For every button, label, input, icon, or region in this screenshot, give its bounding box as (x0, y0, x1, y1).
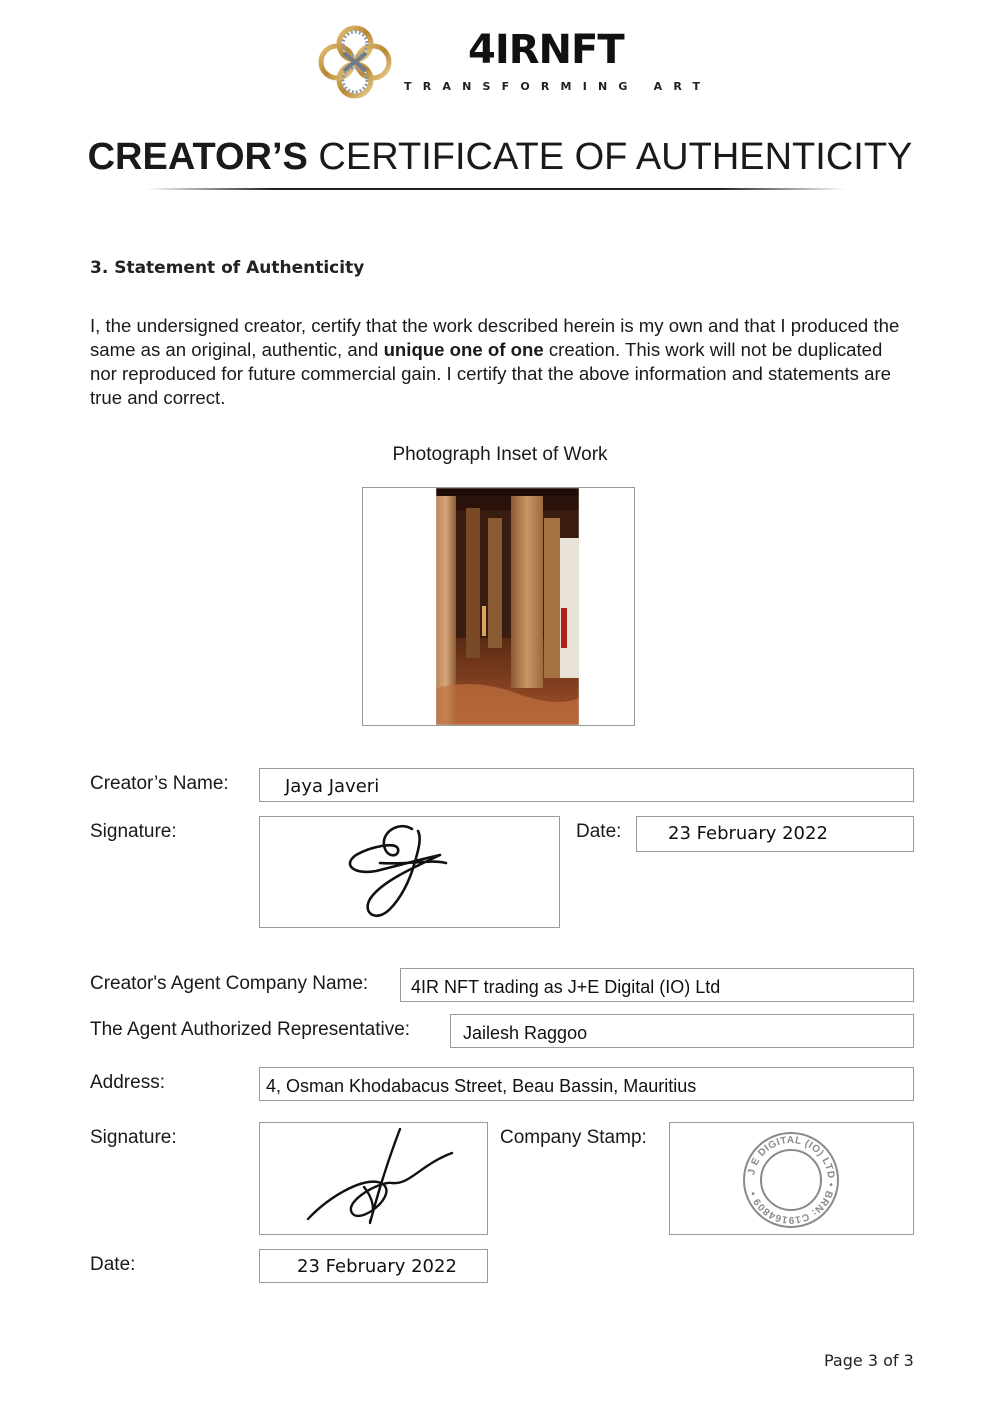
company-stamp-label: Company Stamp: (500, 1127, 647, 1148)
creator-date-field (636, 816, 914, 852)
photo-frame (362, 487, 635, 726)
statement-emphasis: unique one of one (383, 339, 544, 360)
statement-paragraph (90, 314, 900, 410)
artwork-image (436, 488, 579, 725)
page-number: Page 3 of 3 (824, 1351, 914, 1370)
agent-rep-value: Jailesh Raggoo (463, 1023, 588, 1043)
company-stamp-seal (741, 1130, 841, 1230)
company-stamp-box (669, 1122, 914, 1235)
creator-name-field (259, 768, 914, 802)
agent-date-value: 23 February 2022 (297, 1256, 457, 1277)
title-divider (146, 188, 846, 190)
logo-mark (316, 23, 394, 101)
section-heading: 3. Statement of Authenticity (90, 258, 365, 278)
agent-date-field (259, 1249, 488, 1283)
creator-name-value: Jaya Javeri (285, 776, 380, 797)
agent-signature-label: Signature: (90, 1127, 177, 1148)
address-value: 4, Osman Khodabacus Street, Beau Bassin, Mauritius (266, 1076, 697, 1096)
agent-date-label: Date: (90, 1254, 136, 1275)
brand-tagline: TRANSFORMING ART (404, 80, 712, 93)
creator-signature-label: Signature: (90, 821, 177, 842)
agent-company-value: 4IR NFT trading as J+E Digital (IO) Ltd (411, 977, 721, 997)
creator-date-value: 23 February 2022 (668, 823, 828, 844)
title-bold-part: CREATOR’S (87, 136, 308, 178)
address-label: Address: (90, 1072, 165, 1093)
agent-company-label: Creator's Agent Company Name: (90, 973, 369, 994)
statement-text-2: creation. This work will not be duplicated nor reproduced for future commercial gain. I certify that the above information and statements are true and correct. (90, 339, 891, 408)
address-field (259, 1067, 914, 1101)
creator-name-label: Creator’s Name: (90, 773, 229, 794)
agent-rep-label: The Agent Authorized Representative: (90, 1019, 411, 1040)
agent-company-field (400, 968, 914, 1002)
brand-name: 4IRNFT (468, 27, 624, 73)
agent-signature-box (259, 1122, 488, 1235)
agent-rep-field (450, 1014, 914, 1048)
photo-caption: Photograph Inset of Work (392, 444, 608, 465)
stamp-seal-text: J E DIGITAL (IO) LTD • BRN: C19164809 • (746, 1134, 837, 1226)
creator-signature-mark (340, 819, 460, 925)
statement-text-1: I, the undersigned creator, certify that the work described herein is my own and that I produced the same as an original, authentic, and (90, 315, 900, 360)
creator-signature-box (259, 816, 560, 928)
creator-date-label: Date: (576, 821, 622, 842)
agent-signature-mark (300, 1125, 460, 1231)
svg-text:J E DIGITAL (IO) LTD • BRN: C1 (746, 1135, 836, 1225)
title-rest: CERTIFICATE OF AUTHENTICITY (307, 136, 913, 178)
certificate-title (0, 134, 1000, 180)
